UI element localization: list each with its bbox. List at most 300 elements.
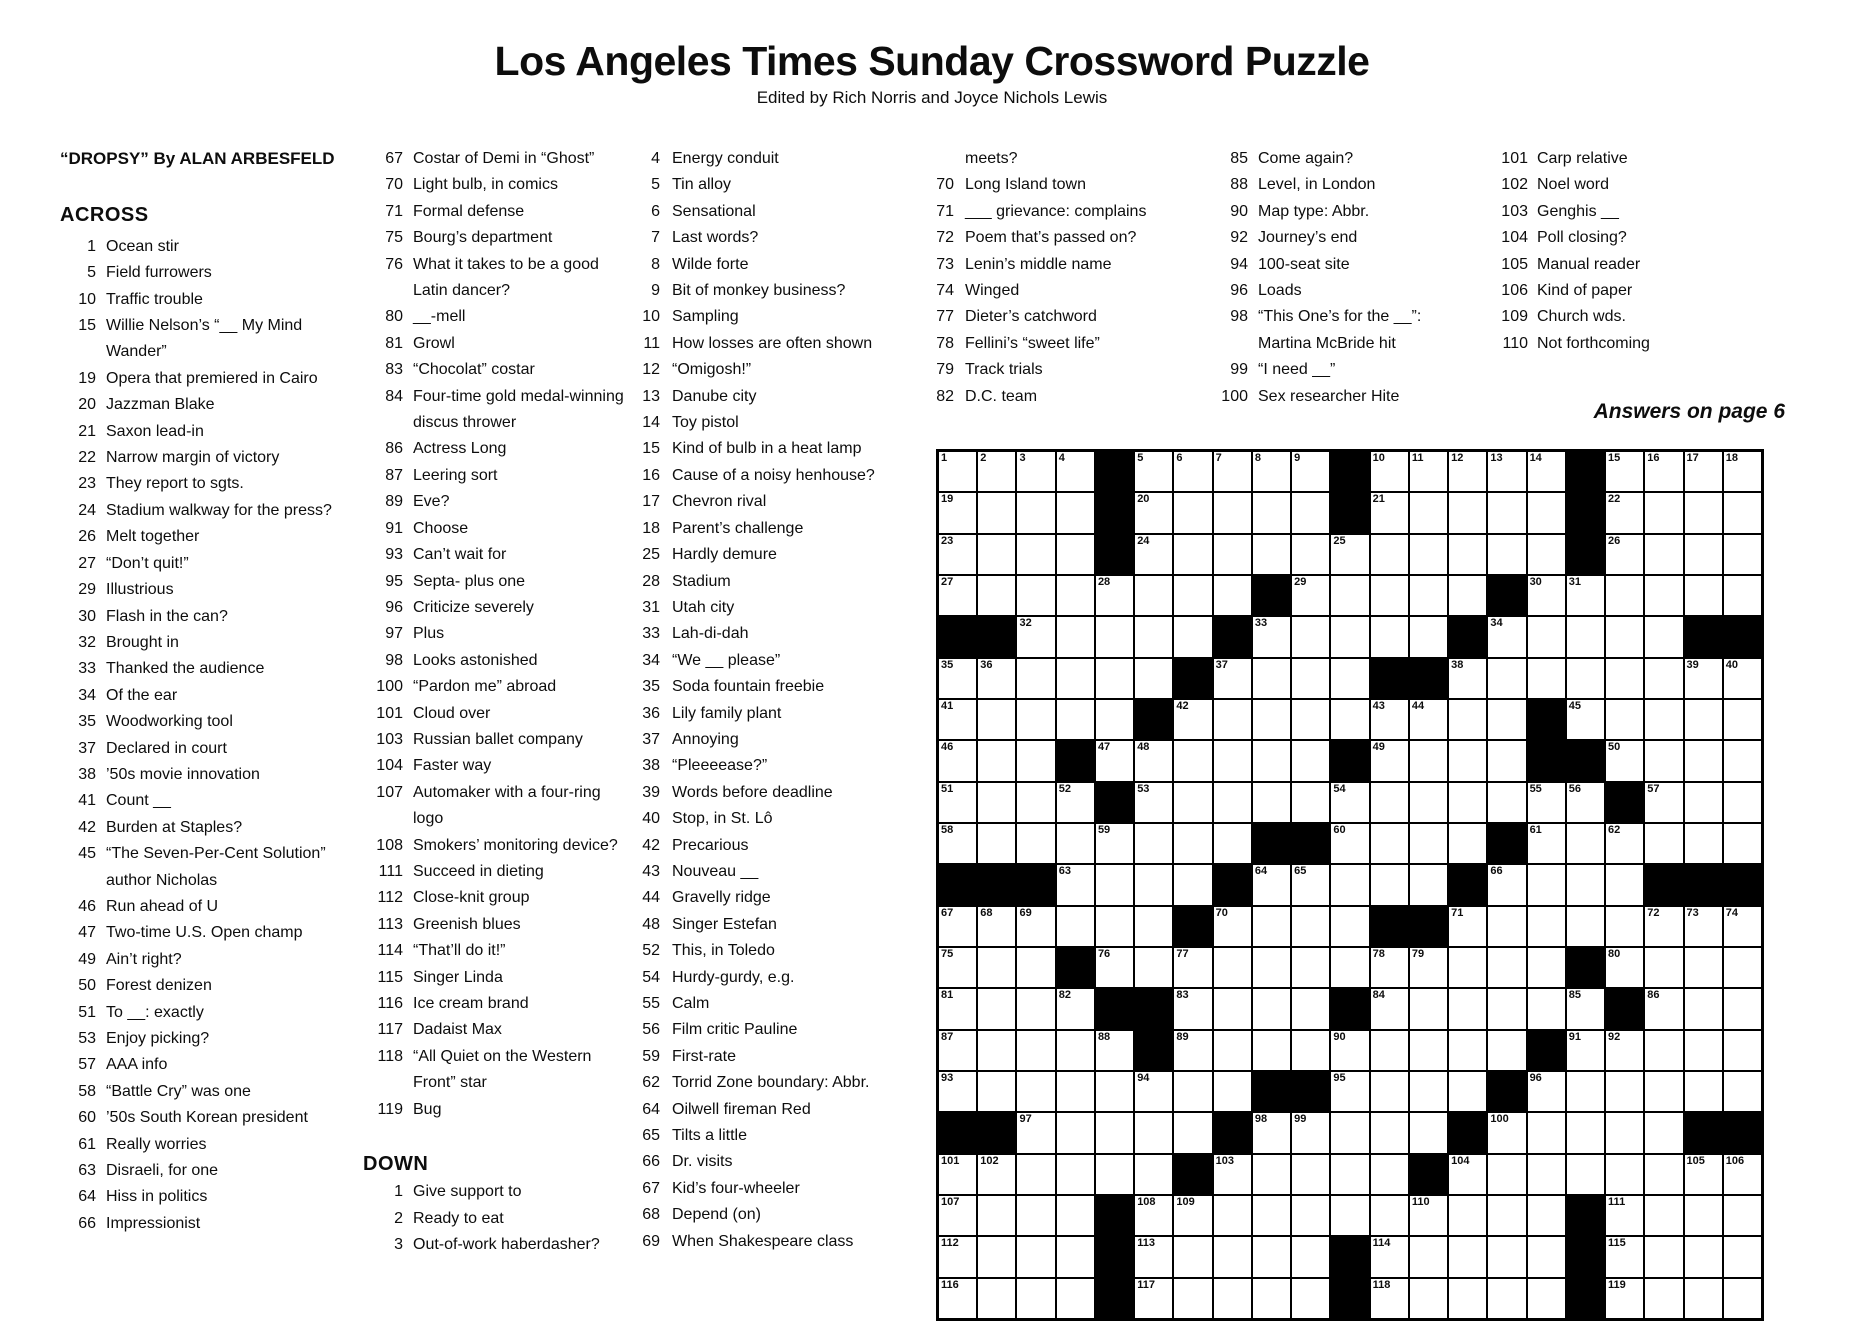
- clue-number: 38: [78, 765, 96, 783]
- clue-item: [363, 674, 625, 700]
- clue-text: Burden at Staples?: [106, 818, 243, 836]
- grid-cell: [1448, 534, 1487, 575]
- cell-number: 89: [1176, 1030, 1189, 1043]
- clue-text: Poem that’s passed on?: [965, 229, 1137, 247]
- grid-cell: [1409, 988, 1448, 1029]
- cell-number: 100: [1490, 1113, 1509, 1126]
- clue-item: [630, 727, 882, 753]
- clue-item: [630, 304, 882, 330]
- grid-cell: [1252, 947, 1291, 988]
- grid-cell: [1252, 616, 1291, 657]
- grid-cell: [938, 451, 977, 492]
- grid-cell: [1566, 782, 1605, 823]
- grid-cell: [938, 947, 977, 988]
- clue-text: Opera that premiered in Cairo: [106, 369, 318, 387]
- grid-cell: [1173, 534, 1212, 575]
- grid-cell: [1370, 1071, 1409, 1112]
- grid-cell: [977, 1195, 1016, 1236]
- cell-number: 110: [1411, 1195, 1430, 1208]
- grid-cell: [1684, 1278, 1723, 1319]
- grid-cell: [1252, 1154, 1291, 1195]
- clue-item: [60, 1052, 348, 1078]
- clue-number: 77: [936, 308, 954, 326]
- clue-item: [630, 146, 882, 172]
- grid-cell: [1291, 1236, 1330, 1277]
- grid-cell: [1566, 699, 1605, 740]
- clue-text: Of the ear: [106, 686, 178, 704]
- clue-text: What it takes to be a good Latin dancer?: [413, 255, 599, 300]
- grid-cell-black: [1448, 1112, 1487, 1153]
- grid-cell: [938, 740, 977, 781]
- clue-text: __-mell: [413, 308, 466, 326]
- grid-cell: [1252, 1195, 1291, 1236]
- clue-number: 3: [394, 1236, 403, 1254]
- grid-cell: [1605, 699, 1644, 740]
- grid-cell: [1566, 616, 1605, 657]
- grid-cell: [1056, 906, 1095, 947]
- clue-number: 96: [1230, 282, 1248, 300]
- grid-cell: [1409, 1030, 1448, 1071]
- cell-number: 85: [1568, 989, 1582, 1002]
- grid-cell-black: [1095, 1278, 1134, 1319]
- cell-number: 10: [1372, 452, 1385, 464]
- clue-number: 85: [1230, 150, 1248, 167]
- cell-number: 27: [941, 575, 954, 588]
- cell-number: 115: [1608, 1237, 1626, 1250]
- grid-cell: [1213, 782, 1252, 823]
- grid-cell: [1644, 988, 1683, 1029]
- grid-cell: [1644, 1030, 1683, 1071]
- grid-cell: [1291, 451, 1330, 492]
- cell-number: 38: [1451, 658, 1464, 671]
- grid-cell: [1448, 1236, 1487, 1277]
- grid-cell: [1213, 1278, 1252, 1319]
- grid-cell: [1330, 1030, 1369, 1071]
- cell-number: 60: [1333, 823, 1346, 836]
- grid-cell: [1056, 658, 1095, 699]
- grid-cell: [1330, 947, 1369, 988]
- clue-item: [630, 1149, 882, 1175]
- cell-number: 1: [941, 452, 948, 464]
- clue-item: [60, 841, 348, 894]
- grid-cell: [1291, 1154, 1330, 1195]
- clue-item: [363, 991, 625, 1017]
- clue-item: [920, 357, 1204, 383]
- clue-number: 66: [642, 1153, 660, 1171]
- grid-cell: [1723, 451, 1762, 492]
- grid-cell: [1644, 658, 1683, 699]
- cell-number: 94: [1137, 1071, 1150, 1084]
- grid-cell: [1644, 699, 1683, 740]
- grid-cell: [1644, 616, 1683, 657]
- grid-cell: [1095, 864, 1134, 905]
- clue-item: [630, 1229, 882, 1255]
- cell-number: 50: [1608, 741, 1621, 754]
- grid-cell: [1409, 1071, 1448, 1112]
- clue-item: [630, 701, 882, 727]
- clue-number: 107: [376, 783, 403, 801]
- grid-cell: [1527, 1112, 1566, 1153]
- grid-cell-black: [1134, 699, 1173, 740]
- grid-cell: [1370, 1236, 1409, 1277]
- grid-cell-black: [938, 616, 977, 657]
- cell-number: 4: [1058, 452, 1065, 464]
- cell-number: 75: [941, 947, 954, 960]
- grid-cell: [977, 492, 1016, 533]
- clue-item: [630, 912, 882, 938]
- clue-text: Give support to: [413, 1183, 522, 1201]
- clue-item: [630, 648, 882, 674]
- clue-item: [60, 762, 348, 788]
- grid-cell: [1213, 906, 1252, 947]
- grid-cell: [1605, 906, 1644, 947]
- grid-cell: [1095, 699, 1134, 740]
- grid-cell: [1448, 740, 1487, 781]
- grid-cell: [1252, 782, 1291, 823]
- grid-cell-black: [1566, 1195, 1605, 1236]
- cell-number: 96: [1529, 1071, 1542, 1084]
- grid-cell: [977, 1154, 1016, 1195]
- cell-number: 39: [1686, 658, 1699, 671]
- grid-cell: [1487, 947, 1526, 988]
- grid-cell: [1723, 782, 1762, 823]
- cell-number: 57: [1647, 782, 1660, 795]
- grid-cell-black: [1016, 864, 1055, 905]
- clue-text: Forest denizen: [106, 977, 212, 995]
- grid-cell: [1095, 947, 1134, 988]
- grid-cell: [1330, 864, 1369, 905]
- clue-text: AAA info: [106, 1056, 168, 1074]
- grid-cell: [1252, 1236, 1291, 1277]
- grid-cell: [1527, 947, 1566, 988]
- grid-cell: [1252, 988, 1291, 1029]
- cell-number: 15: [1608, 452, 1621, 464]
- grid-cell: [1016, 1236, 1055, 1277]
- clue-item: [920, 331, 1204, 357]
- across-clues-2: [363, 146, 625, 1123]
- clue-text: “Battle Cry” was one: [106, 1082, 251, 1100]
- grid-cell: [1291, 740, 1330, 781]
- clue-text: Poll closing?: [1537, 229, 1627, 247]
- grid-cell: [1684, 988, 1723, 1029]
- grid-cell: [1723, 1030, 1762, 1071]
- grid-cell: [1487, 1112, 1526, 1153]
- grid-cell: [1605, 823, 1644, 864]
- clue-item: [363, 516, 625, 542]
- grid-cell: [1684, 906, 1723, 947]
- clue-number: 45: [78, 845, 96, 863]
- clue-number: 26: [78, 528, 96, 546]
- grid-cell: [1173, 864, 1212, 905]
- clue-item: [630, 357, 882, 383]
- grid-cell: [1409, 699, 1448, 740]
- clue-item: [60, 313, 348, 366]
- clue-number: 2: [394, 1209, 403, 1227]
- clue-item: [60, 392, 348, 418]
- grid-cell: [1134, 1154, 1173, 1195]
- grid-cell: [1605, 864, 1644, 905]
- grid-cell: [1370, 1112, 1409, 1153]
- grid-cell: [1644, 947, 1683, 988]
- cell-number: 86: [1647, 989, 1660, 1002]
- clue-number: 78: [936, 334, 954, 352]
- grid-cell: [1409, 1236, 1448, 1277]
- grid-cell: [1605, 658, 1644, 699]
- grid-cell: [1016, 1112, 1055, 1153]
- grid-cell: [1370, 1195, 1409, 1236]
- grid-cell: [1644, 1154, 1683, 1195]
- clue-number: 6: [651, 202, 660, 220]
- cell-number: 11: [1411, 452, 1424, 464]
- grid-cell: [1487, 492, 1526, 533]
- clue-text: Loads: [1258, 282, 1302, 300]
- clue-item: [60, 683, 348, 709]
- clue-item: [1214, 304, 1448, 357]
- clue-number: 67: [385, 150, 403, 167]
- grid-cell: [1723, 575, 1762, 616]
- grid-cell: [977, 740, 1016, 781]
- grid-cell: [1684, 782, 1723, 823]
- grid-cell-black: [1330, 1278, 1369, 1319]
- clue-text: Looks astonished: [413, 651, 538, 669]
- grid-cell: [1409, 782, 1448, 823]
- clue-text: Russian ballet company: [413, 730, 583, 748]
- cell-number: 114: [1372, 1237, 1391, 1250]
- grid-cell: [1487, 1030, 1526, 1071]
- cell-number: 62: [1608, 823, 1621, 836]
- grid-cell: [1173, 740, 1212, 781]
- clue-number: 54: [642, 968, 660, 986]
- grid-cell: [1056, 1195, 1095, 1236]
- grid-cell: [1684, 534, 1723, 575]
- grid-cell: [1527, 1071, 1566, 1112]
- clue-text: Kind of bulb in a heat lamp: [672, 440, 862, 458]
- grid-cell: [1291, 534, 1330, 575]
- grid-cell: [1252, 534, 1291, 575]
- clue-item: [1214, 172, 1448, 198]
- cell-number: 109: [1176, 1195, 1195, 1208]
- clue-text: Enjoy picking?: [106, 1030, 210, 1047]
- cell-number: 23: [941, 534, 954, 547]
- cell-number: 20: [1137, 493, 1150, 506]
- clue-text: Narrow margin of victory: [106, 449, 280, 467]
- clue-number: 38: [642, 757, 660, 775]
- grid-cell-black: [1095, 451, 1134, 492]
- clue-text: Light bulb, in comics: [413, 176, 558, 194]
- clue-text: Hiss in politics: [106, 1188, 208, 1206]
- grid-cell: [1252, 492, 1291, 533]
- clue-column-4: [920, 146, 1204, 410]
- clue-number: 33: [642, 625, 660, 643]
- grid-cell-black: [1134, 1030, 1173, 1071]
- grid-cell: [1016, 616, 1055, 657]
- grid-cell: [1134, 534, 1173, 575]
- clue-item: [630, 1044, 882, 1070]
- grid-cell: [1213, 988, 1252, 1029]
- grid-cell: [1134, 451, 1173, 492]
- cell-number: 29: [1294, 575, 1307, 588]
- clue-number: 37: [642, 730, 660, 748]
- clue-item: [630, 1202, 882, 1228]
- grid-cell: [1134, 740, 1173, 781]
- clue-item: [363, 489, 625, 515]
- grid-cell: [1056, 1030, 1095, 1071]
- clue-item: [363, 199, 625, 225]
- clue-number: 34: [642, 651, 660, 669]
- clue-number: 114: [377, 942, 403, 960]
- grid-cell: [1330, 616, 1369, 657]
- grid-cell: [1056, 451, 1095, 492]
- grid-cell: [938, 699, 977, 740]
- clue-item: [363, 753, 625, 779]
- clue-text: Long Island town: [965, 176, 1086, 194]
- clue-item: [363, 648, 625, 674]
- grid-cell: [1527, 575, 1566, 616]
- clue-number: 44: [642, 889, 660, 907]
- clue-text: Melt together: [106, 528, 200, 546]
- grid-cell: [1252, 864, 1291, 905]
- grid-cell: [1723, 699, 1762, 740]
- clue-text: Sex researcher Hite: [1258, 387, 1400, 405]
- clue-text: Lah-di-dah: [672, 625, 749, 643]
- grid-cell-black: [1684, 864, 1723, 905]
- clue-number: 103: [376, 730, 403, 748]
- grid-cell: [1487, 616, 1526, 657]
- grid-cell-black: [1566, 492, 1605, 533]
- grid-cell: [1252, 658, 1291, 699]
- grid-cell: [938, 492, 977, 533]
- cell-number: 108: [1137, 1195, 1156, 1208]
- grid-cell: [1134, 823, 1173, 864]
- cell-number: 25: [1333, 534, 1346, 547]
- grid-cell: [1095, 575, 1134, 616]
- clue-item: [60, 630, 348, 656]
- clue-item: [60, 498, 348, 524]
- clue-text: Noel word: [1537, 176, 1610, 194]
- grid-cell: [1056, 782, 1095, 823]
- cell-number: 7: [1215, 452, 1222, 464]
- cell-number: 80: [1608, 947, 1621, 960]
- clue-text: “The Seven-Per-Cent Solution” author Nicholas: [106, 845, 326, 889]
- grid-cell: [1409, 823, 1448, 864]
- clue-text: Nouveau __: [672, 862, 759, 880]
- grid-cell: [1723, 740, 1762, 781]
- grid-cell: [1409, 575, 1448, 616]
- clue-text: Calm: [672, 995, 710, 1012]
- clue-text: Formal defense: [413, 202, 525, 220]
- grid-cell: [1566, 906, 1605, 947]
- cell-number: 69: [1019, 906, 1032, 919]
- grid-cell: [1487, 1236, 1526, 1277]
- cell-number: 49: [1372, 741, 1385, 754]
- clue-item: [630, 278, 882, 304]
- clue-text: Really worries: [106, 1135, 207, 1153]
- grid-cell: [1605, 1112, 1644, 1153]
- clue-item: [630, 1097, 882, 1123]
- clue-item: [920, 146, 1204, 172]
- clue-text: Willie Nelson’s “__ My Mind Wander”: [106, 317, 303, 361]
- clue-number: 68: [642, 1206, 660, 1224]
- grid-cell: [1644, 1071, 1683, 1112]
- cell-number: 79: [1411, 947, 1425, 960]
- clue-number: 89: [385, 493, 403, 511]
- clue-item: [630, 252, 882, 278]
- clue-item: [60, 920, 348, 946]
- grid-cell: [1370, 988, 1409, 1029]
- grid-cell: [1173, 699, 1212, 740]
- grid-cell: [1723, 906, 1762, 947]
- grid-cell: [1056, 864, 1095, 905]
- grid-cell-black: [1095, 782, 1134, 823]
- grid-cell: [1291, 947, 1330, 988]
- clue-text: Toy pistol: [672, 414, 739, 432]
- clue-item: [60, 788, 348, 814]
- clue-item: [363, 436, 625, 462]
- grid-cell: [1095, 823, 1134, 864]
- clue-number: 84: [385, 387, 403, 405]
- grid-cell: [1448, 1278, 1487, 1319]
- grid-cell: [1409, 864, 1448, 905]
- clue-number: 95: [385, 572, 403, 590]
- grid-cell-black: [1723, 616, 1762, 657]
- clue-item: [630, 965, 882, 991]
- grid-cell: [1487, 906, 1526, 947]
- cell-number: 34: [1490, 617, 1503, 630]
- clue-item: [1490, 199, 1778, 225]
- cell-number: 72: [1647, 906, 1660, 919]
- grid-cell: [1056, 1278, 1095, 1319]
- grid-cell: [977, 947, 1016, 988]
- clue-number: 33: [78, 660, 96, 678]
- clue-text: Greenish blues: [413, 915, 521, 933]
- grid-cell: [1213, 575, 1252, 616]
- clue-column-3: [630, 146, 882, 1255]
- cell-number: 99: [1294, 1113, 1307, 1126]
- clue-item: [630, 384, 882, 410]
- clue-text: Thanked the audience: [106, 660, 265, 678]
- grid-cell: [938, 1154, 977, 1195]
- cell-number: 118: [1372, 1278, 1391, 1291]
- clue-item: [363, 542, 625, 568]
- clue-item: [363, 1097, 625, 1123]
- clue-item: [920, 252, 1204, 278]
- clue-item: [60, 736, 348, 762]
- clue-number: 19: [78, 369, 96, 387]
- clue-text: “That’ll do it!”: [413, 942, 506, 960]
- clue-number: 92: [1230, 229, 1248, 247]
- clue-text: Lenin’s middle name: [965, 255, 1112, 273]
- clue-number: 5: [651, 176, 660, 194]
- grid-cell: [1723, 658, 1762, 699]
- clue-number: 109: [1501, 308, 1528, 326]
- grid-cell: [1134, 947, 1173, 988]
- grid-cell: [1291, 1195, 1330, 1236]
- cell-number: 35: [941, 658, 954, 671]
- grid-cell: [1016, 782, 1055, 823]
- grid-cell-black: [1134, 988, 1173, 1029]
- clue-number: 24: [78, 501, 96, 519]
- clue-item: [363, 595, 625, 621]
- clue-number: 31: [642, 598, 660, 616]
- cell-number: 54: [1333, 782, 1346, 795]
- cell-number: 17: [1686, 452, 1699, 464]
- cell-number: 84: [1372, 989, 1385, 1002]
- grid-cell: [1056, 823, 1095, 864]
- grid-cell: [938, 823, 977, 864]
- clue-number: 65: [642, 1127, 660, 1145]
- clue-number: 104: [376, 757, 403, 775]
- clue-item: [630, 938, 882, 964]
